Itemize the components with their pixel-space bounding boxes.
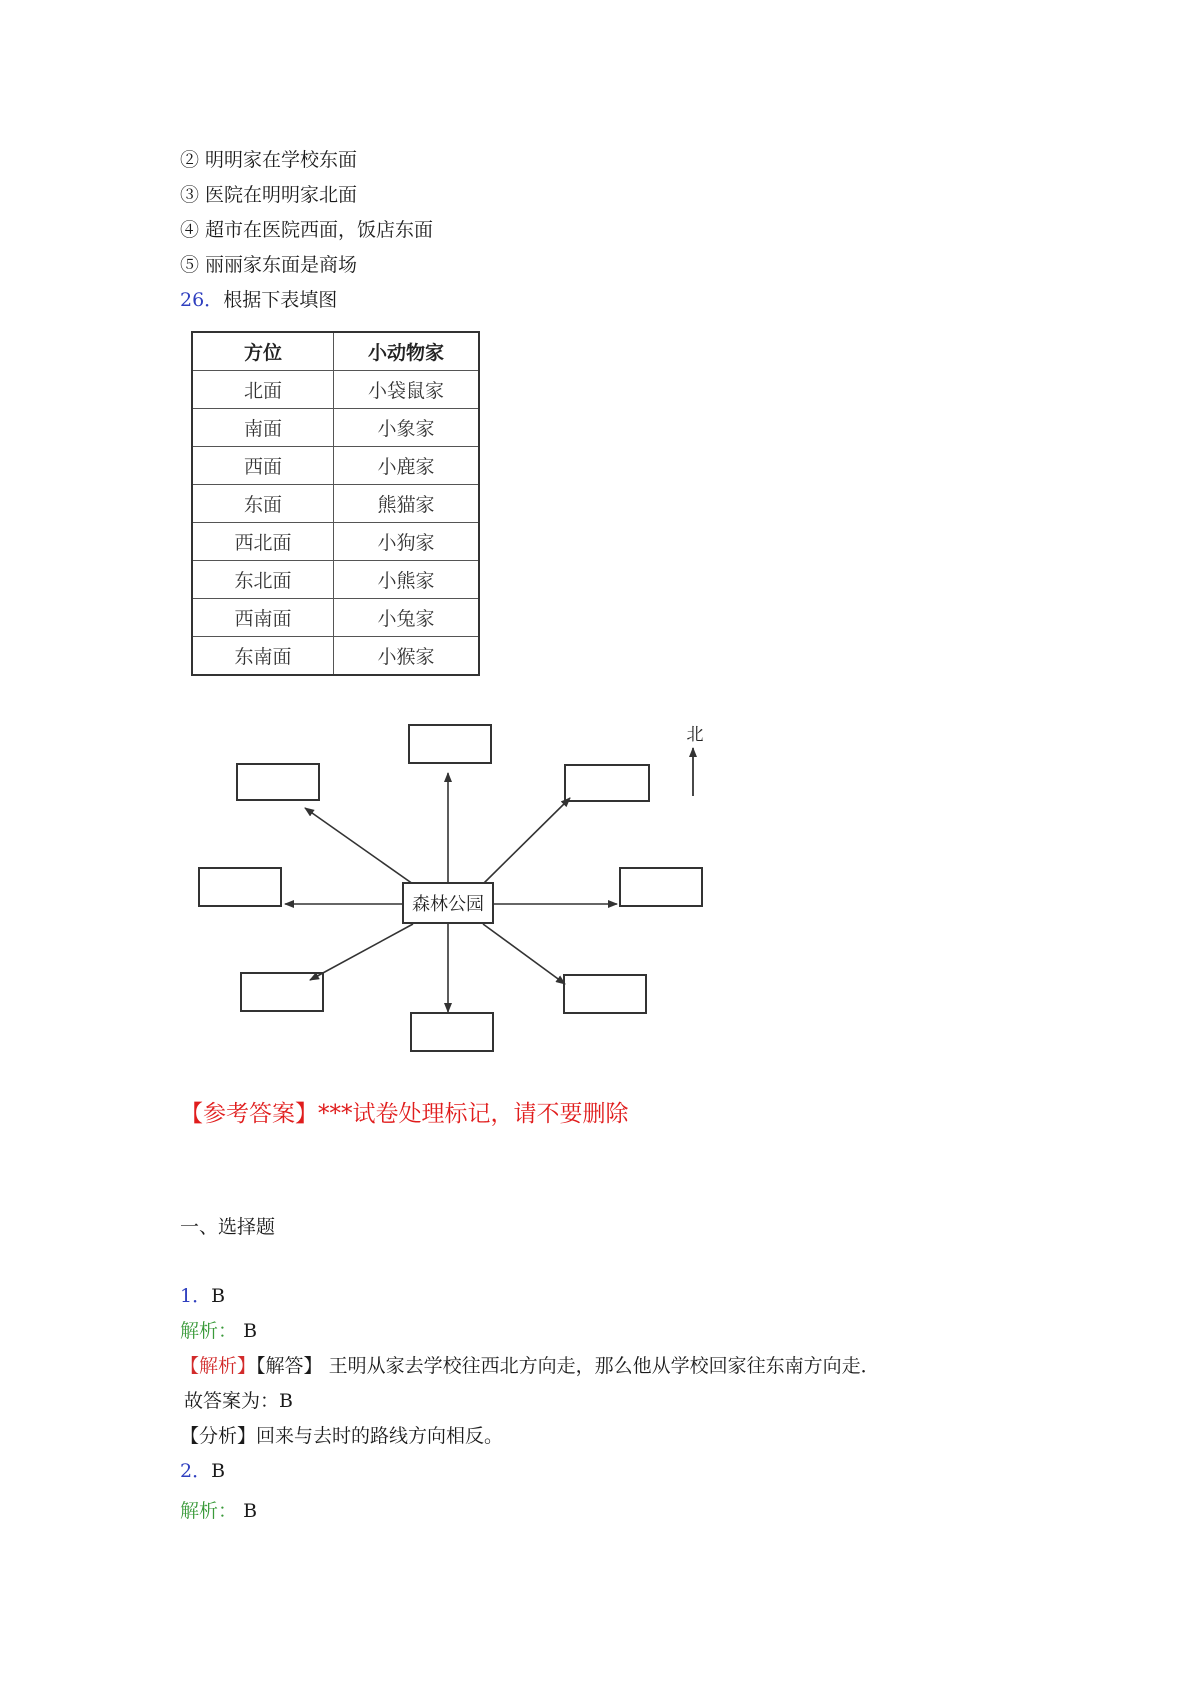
answer-2 [180,1457,225,1485]
text-line-4: ④ 超市在医院西面，饭店东面 [180,219,434,241]
question-number: 26． [180,289,224,311]
table-cell: 小兔家 [334,599,480,637]
answer-1-jiexi [180,1317,257,1345]
answer-header: 【参考答案】***试卷处理标记，请不要删除 [180,1101,629,1127]
jiexi-value: B [243,1500,258,1522]
jiexi-label: 解析： [180,1500,238,1522]
answer-value: B [211,1460,226,1482]
box-north [409,725,491,763]
solution-text: 王明从家去学校往西北方向走，那么他从学校回家往东南方向走． [328,1355,880,1377]
jiexi-label: 解析： [180,1320,238,1342]
question-26 [180,286,337,314]
table-cell: 小猴家 [334,637,480,676]
table-cell: 小狗家 [334,523,480,561]
table-cell: 西南面 [192,599,334,637]
tag-fenxi: 【分析】 [180,1425,257,1447]
table-row [192,599,479,637]
text-line-5: ⑤ 丽丽家东面是商场 [180,254,358,276]
direction-table [191,331,480,676]
table-cell: 小袋鼠家 [334,371,480,409]
table-row [192,447,479,485]
jiexi-value: B [243,1320,258,1342]
table-cell: 熊猫家 [334,485,480,523]
table-cell: 东面 [192,485,334,523]
arrow-northeast [483,798,570,884]
table-cell: 小熊家 [334,561,480,599]
box-west [199,868,281,906]
north-label: 北 [686,725,704,745]
section-title: 一、选择题 [180,1216,276,1238]
arrow-southwest [310,924,413,980]
answer-1 [180,1282,225,1310]
box-southeast [564,975,646,1013]
box-southwest [241,973,323,1011]
answer-number: 1． [180,1285,212,1307]
answer-number: 2． [180,1460,212,1482]
table-row [192,523,479,561]
table-row [192,637,479,676]
box-south [411,1013,493,1051]
box-east [620,868,702,906]
table-header-row [192,332,479,371]
table-cell: 北面 [192,371,334,409]
table-cell: 小鹿家 [334,447,480,485]
answer-value: B [211,1285,226,1307]
table-row [192,371,479,409]
table-header-cell: 小动物家 [334,332,480,371]
answer-1-fenxi [180,1422,503,1450]
box-northeast [565,765,649,801]
table-cell: 西面 [192,447,334,485]
table-row [192,561,479,599]
table-cell: 东南面 [192,637,334,676]
arrow-northwest [305,808,413,884]
table-cell: 小象家 [334,409,480,447]
answer-1-solution [180,1352,880,1380]
text-line-2: ② 明明家在学校东面 [180,149,358,171]
table-cell: 西北面 [192,523,334,561]
forest-park-diagram [185,718,725,1058]
answer-2-jiexi [180,1497,257,1525]
question-text: 根据下表填图 [223,289,338,311]
table-cell: 东北面 [192,561,334,599]
tag-jiexi: 【解析】 [180,1355,257,1377]
box-northwest [237,764,319,800]
center-label: 森林公园 [412,894,484,915]
tag-jieda: 【解答】 [256,1355,323,1377]
table-row [192,409,479,447]
arrow-southeast [483,924,565,984]
table-header-cell: 方位 [192,332,334,371]
table-row [192,485,479,523]
fenxi-text: 回来与去时的路线方向相反。 [256,1425,504,1447]
text-line-3: ③ 医院在明明家北面 [180,184,358,206]
answer-1-gu: 故答案为：B [184,1390,293,1412]
table-cell: 南面 [192,409,334,447]
